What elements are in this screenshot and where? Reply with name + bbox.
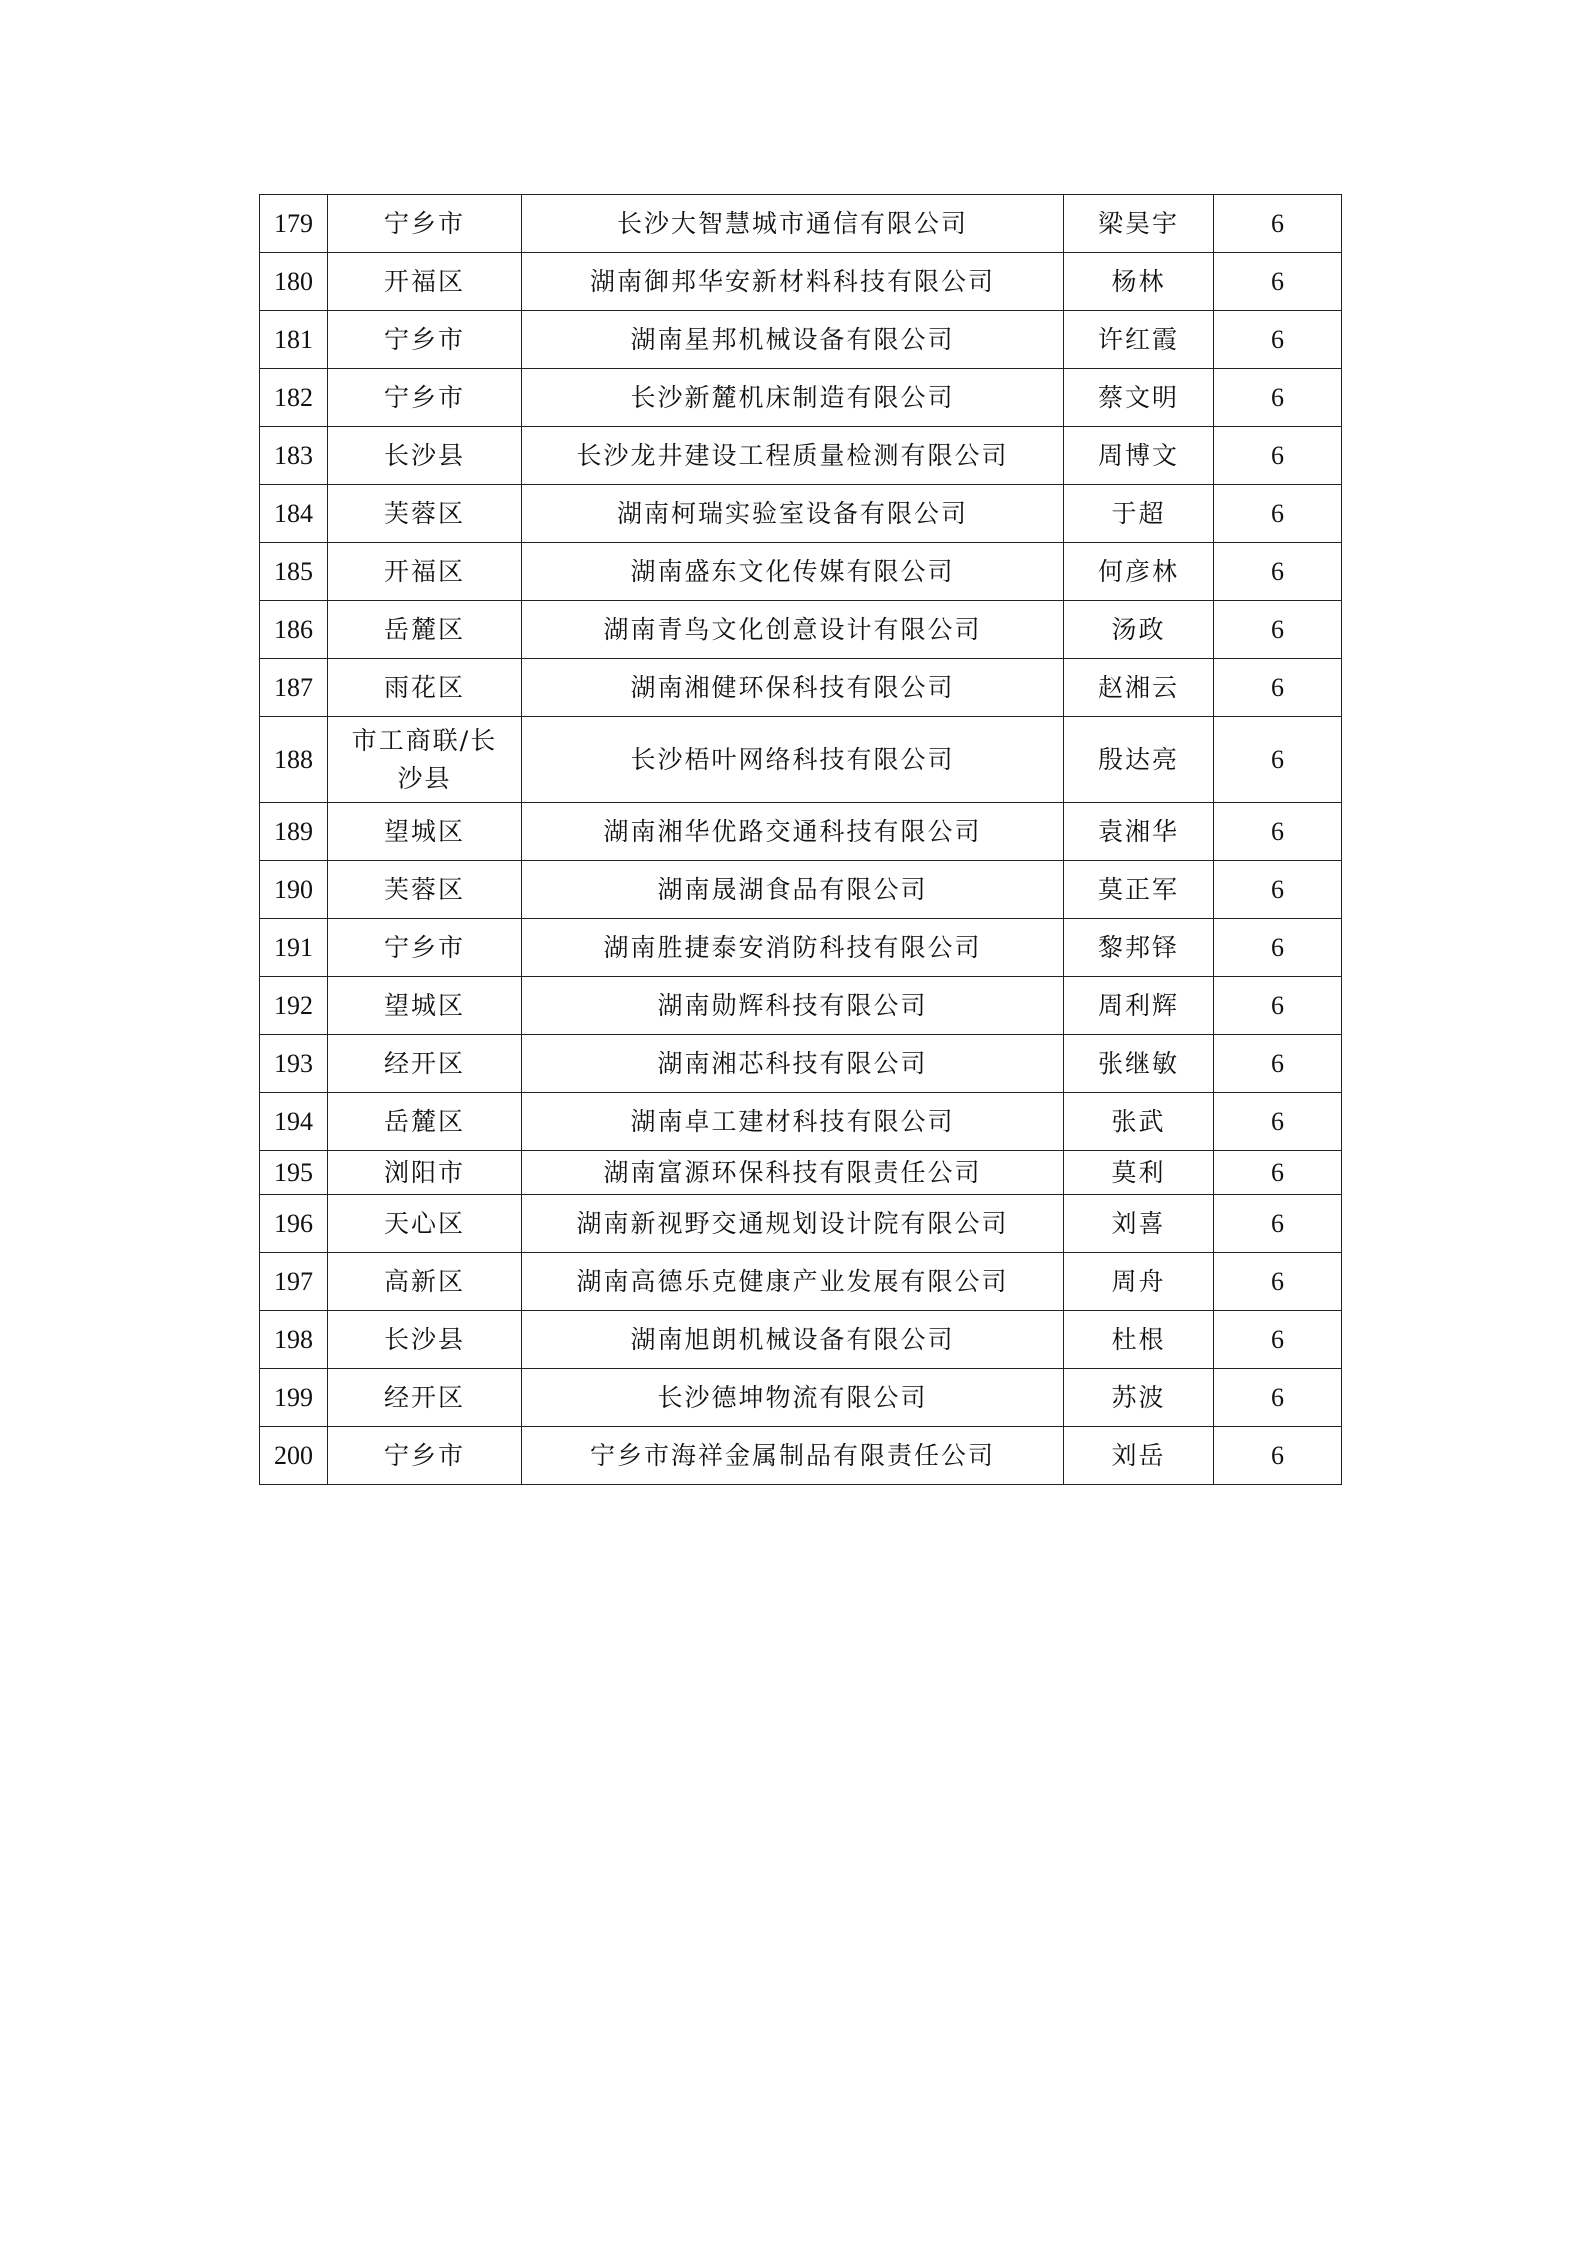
score-cell: 6: [1214, 861, 1342, 919]
row-number: 196: [260, 1195, 328, 1253]
score-cell: 6: [1214, 1427, 1342, 1485]
company-cell: 湖南卓工建材科技有限公司: [522, 1093, 1064, 1151]
score-cell: 6: [1214, 1151, 1342, 1195]
table-row: [260, 1035, 1342, 1093]
company-cell: 长沙龙井建设工程质量检测有限公司: [522, 427, 1064, 485]
table-row: [260, 919, 1342, 977]
district-cell: 岳麓区: [328, 601, 522, 659]
table-row: [260, 543, 1342, 601]
table-row: [260, 1427, 1342, 1485]
row-number: 179: [260, 195, 328, 253]
district-cell: 宁乡市: [328, 919, 522, 977]
district-cell: 雨花区: [328, 659, 522, 717]
person-name-cell: 张继敏: [1064, 1035, 1214, 1093]
score-cell: 6: [1214, 1369, 1342, 1427]
table-row: [260, 717, 1342, 803]
table-row: [260, 861, 1342, 919]
row-number: 181: [260, 311, 328, 369]
row-number: 185: [260, 543, 328, 601]
row-number: 189: [260, 803, 328, 861]
company-cell: 湖南富源环保科技有限责任公司: [522, 1151, 1064, 1195]
score-cell: 6: [1214, 803, 1342, 861]
row-number: 180: [260, 253, 328, 311]
table-row: [260, 311, 1342, 369]
person-name-cell: 莫利: [1064, 1151, 1214, 1195]
table-row: [260, 195, 1342, 253]
person-name-cell: 周利辉: [1064, 977, 1214, 1035]
score-cell: 6: [1214, 601, 1342, 659]
person-name-cell: 杜根: [1064, 1311, 1214, 1369]
person-name-cell: 莫正军: [1064, 861, 1214, 919]
row-number: 200: [260, 1427, 328, 1485]
table-row: [260, 369, 1342, 427]
district-cell: 高新区: [328, 1253, 522, 1311]
district-cell: 岳麓区: [328, 1093, 522, 1151]
person-name-cell: 何彦林: [1064, 543, 1214, 601]
table-row: [260, 1195, 1342, 1253]
district-line: 沙县: [397, 763, 452, 793]
district-cell: 望城区: [328, 803, 522, 861]
company-cell: 湖南盛东文化传媒有限公司: [522, 543, 1064, 601]
person-name-cell: 殷达亮: [1064, 717, 1214, 803]
district-cell: [328, 717, 522, 803]
score-cell: 6: [1214, 659, 1342, 717]
company-cell: 长沙新麓机床制造有限公司: [522, 369, 1064, 427]
row-number: 199: [260, 1369, 328, 1427]
company-cell: 湖南御邦华安新材料科技有限公司: [522, 253, 1064, 311]
person-name-cell: 周博文: [1064, 427, 1214, 485]
district-cell: 天心区: [328, 1195, 522, 1253]
district-cell: 长沙县: [328, 1311, 522, 1369]
row-number: 197: [260, 1253, 328, 1311]
row-number: 192: [260, 977, 328, 1035]
score-cell: 6: [1214, 485, 1342, 543]
person-name-cell: 苏波: [1064, 1369, 1214, 1427]
company-cell: 长沙德坤物流有限公司: [522, 1369, 1064, 1427]
person-name-cell: 刘岳: [1064, 1427, 1214, 1485]
table-row: [260, 803, 1342, 861]
score-cell: 6: [1214, 1195, 1342, 1253]
table-row: [260, 977, 1342, 1035]
row-number: 184: [260, 485, 328, 543]
district-cell: 宁乡市: [328, 369, 522, 427]
district-cell: 开福区: [328, 253, 522, 311]
district-cell: 长沙县: [328, 427, 522, 485]
company-cell: 长沙梧叶网络科技有限公司: [522, 717, 1064, 803]
company-cell: 湖南晟湖食品有限公司: [522, 861, 1064, 919]
table-row: [260, 601, 1342, 659]
table-row: [260, 1253, 1342, 1311]
person-name-cell: 许红霞: [1064, 311, 1214, 369]
score-cell: 6: [1214, 919, 1342, 977]
person-name-cell: 杨林: [1064, 253, 1214, 311]
table-row: [260, 659, 1342, 717]
company-cell: 湖南新视野交通规划设计院有限公司: [522, 1195, 1064, 1253]
score-cell: 6: [1214, 1253, 1342, 1311]
company-cell: 湖南湘健环保科技有限公司: [522, 659, 1064, 717]
score-cell: 6: [1214, 253, 1342, 311]
row-number: 191: [260, 919, 328, 977]
score-cell: 6: [1214, 977, 1342, 1035]
company-cell: 湖南青鸟文化创意设计有限公司: [522, 601, 1064, 659]
district-cell: 宁乡市: [328, 195, 522, 253]
row-number: 194: [260, 1093, 328, 1151]
row-number: 198: [260, 1311, 328, 1369]
company-cell: 湖南旭朗机械设备有限公司: [522, 1311, 1064, 1369]
row-number: 190: [260, 861, 328, 919]
person-name-cell: 于超: [1064, 485, 1214, 543]
table-row: [260, 485, 1342, 543]
score-cell: 6: [1214, 717, 1342, 803]
company-cell: 湖南勋辉科技有限公司: [522, 977, 1064, 1035]
person-name-cell: 刘喜: [1064, 1195, 1214, 1253]
company-cell: 湖南胜捷泰安消防科技有限公司: [522, 919, 1064, 977]
district-cell: 宁乡市: [328, 1427, 522, 1485]
district-cell: 开福区: [328, 543, 522, 601]
person-name-cell: 周舟: [1064, 1253, 1214, 1311]
table-row: [260, 1093, 1342, 1151]
district-cell: 芙蓉区: [328, 861, 522, 919]
company-cell: 湖南湘华优路交通科技有限公司: [522, 803, 1064, 861]
table-row: [260, 427, 1342, 485]
score-cell: 6: [1214, 311, 1342, 369]
score-cell: 6: [1214, 543, 1342, 601]
row-number: 182: [260, 369, 328, 427]
company-cell: 湖南柯瑞实验室设备有限公司: [522, 485, 1064, 543]
row-number: 187: [260, 659, 328, 717]
company-cell: 湖南高德乐克健康产业发展有限公司: [522, 1253, 1064, 1311]
score-cell: 6: [1214, 369, 1342, 427]
table-row: [260, 253, 1342, 311]
honor-roll-table: [259, 194, 1342, 1485]
person-name-cell: 梁昊宇: [1064, 195, 1214, 253]
company-cell: 宁乡市海祥金属制品有限责任公司: [522, 1427, 1064, 1485]
person-name-cell: 赵湘云: [1064, 659, 1214, 717]
company-cell: 湖南湘芯科技有限公司: [522, 1035, 1064, 1093]
district-cell: 浏阳市: [328, 1151, 522, 1195]
score-cell: 6: [1214, 1035, 1342, 1093]
table-row: [260, 1369, 1342, 1427]
person-name-cell: 黎邦铎: [1064, 919, 1214, 977]
table-row: [260, 1311, 1342, 1369]
score-cell: 6: [1214, 1311, 1342, 1369]
row-number: 186: [260, 601, 328, 659]
score-cell: 6: [1214, 427, 1342, 485]
district-cell: 经开区: [328, 1369, 522, 1427]
table-row: [260, 1151, 1342, 1195]
row-number: 183: [260, 427, 328, 485]
district-line: 市工商联/长: [351, 725, 498, 755]
person-name-cell: 汤政: [1064, 601, 1214, 659]
district-cell: 经开区: [328, 1035, 522, 1093]
company-cell: 长沙大智慧城市通信有限公司: [522, 195, 1064, 253]
row-number: 188: [260, 717, 328, 803]
person-name-cell: 袁湘华: [1064, 803, 1214, 861]
company-cell: 湖南星邦机械设备有限公司: [522, 311, 1064, 369]
row-number: 195: [260, 1151, 328, 1195]
score-cell: 6: [1214, 1093, 1342, 1151]
score-cell: 6: [1214, 195, 1342, 253]
person-name-cell: 张武: [1064, 1093, 1214, 1151]
person-name-cell: 蔡文明: [1064, 369, 1214, 427]
district-cell: 望城区: [328, 977, 522, 1035]
district-cell: 芙蓉区: [328, 485, 522, 543]
row-number: 193: [260, 1035, 328, 1093]
table-body: [260, 195, 1342, 1485]
district-cell: 宁乡市: [328, 311, 522, 369]
